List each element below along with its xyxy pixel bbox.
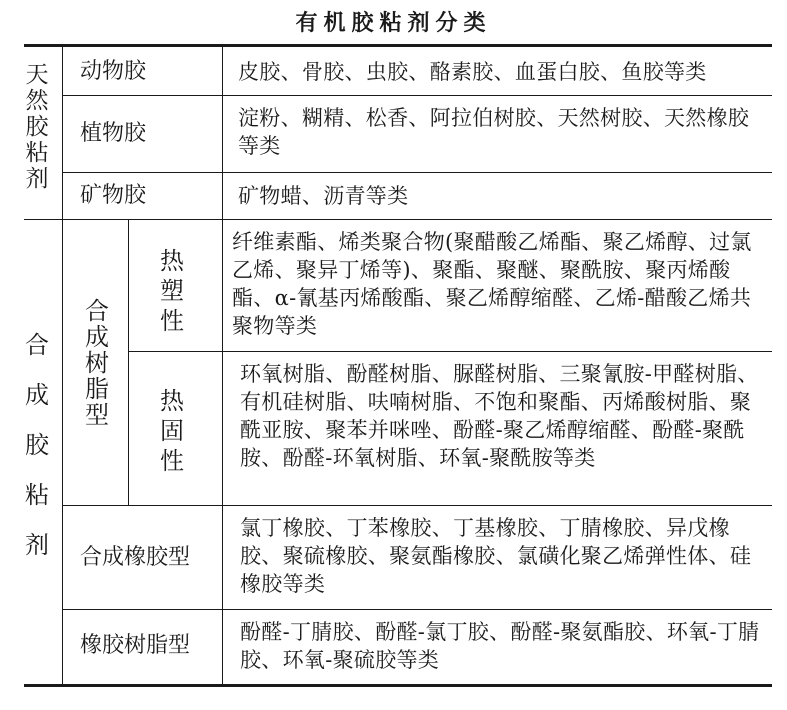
examples-thermoset: 环氧树脂、酚醛树脂、脲醛树脂、三聚氰胺-甲醛树脂、有机硅树脂、呋喃树脂、不饱和聚酯、丙烯酸树脂、聚酰亚胺、聚苯并咪唑、酚醛-聚乙烯醇缩醛、酚醛-聚酰胺、酚醛-环氧树脂、环氧-聚酰胺等类 <box>240 362 759 470</box>
type-plant-glue: 植物胶 <box>80 121 147 146</box>
examples-thermoplastic: 纤维素酯、烯类聚合物(聚醋酸乙烯酯、聚乙烯醇、过氯乙烯、聚异丁烯等)、聚酯、聚醚、聚酰胺、聚丙烯酸酯、α-氰基丙烯酸酯、聚乙烯醇缩醛、乙烯-醋酸乙烯共聚物等类 <box>232 230 752 338</box>
group-divider <box>24 219 772 220</box>
type-synthetic-rubber: 合成橡胶型 <box>80 545 191 570</box>
row-divider <box>62 95 772 96</box>
table-title: 有机胶粘剂分类 <box>295 10 492 36</box>
examples-plant-glue: 淀粉、糊精、松香、阿拉伯树胶、天然树胶、天然橡胶等类 <box>238 106 750 158</box>
group-label-synthetic: 合成胶粘剂 <box>25 331 49 559</box>
bottom-border <box>24 684 772 687</box>
examples-synthetic-rubber: 氯丁橡胶、丁苯橡胶、丁基橡胶、丁腈橡胶、异戊橡胶、聚硫橡胶、聚氨酯橡胶、氯磺化聚乙烯弹性体、硅橡胶等类 <box>240 516 752 596</box>
column-divider <box>222 46 223 220</box>
examples-rubber-resin: 酚醛-丁腈胶、酚醛-氯丁胶、酚醛-聚氨酯胶、环氧-丁腈胶、环氧-聚硫胶等类 <box>240 620 760 672</box>
row-divider <box>62 505 772 506</box>
row-divider <box>128 351 772 352</box>
column-divider <box>128 220 129 505</box>
group-label-natural: 天然胶粘剂 <box>25 62 49 192</box>
type-animal-glue: 动物胶 <box>80 59 147 84</box>
column-divider <box>222 220 223 684</box>
type-mineral-glue: 矿物胶 <box>80 183 147 208</box>
subgroup-label-resin: 合成树脂型 <box>85 297 109 429</box>
type-rubber-resin: 橡胶树脂型 <box>80 633 191 658</box>
row-divider <box>62 172 772 173</box>
type-thermoset: 热固性 <box>160 387 184 475</box>
top-border <box>24 44 772 47</box>
examples-animal-glue: 皮胶、骨胶、虫胶、酪素胶、血蛋白胶、鱼胶等类 <box>238 60 707 84</box>
type-thermoplastic: 热塑性 <box>160 247 184 335</box>
column-divider <box>62 46 63 684</box>
row-divider <box>62 609 772 610</box>
examples-mineral-glue: 矿物蜡、沥青等类 <box>238 184 409 208</box>
